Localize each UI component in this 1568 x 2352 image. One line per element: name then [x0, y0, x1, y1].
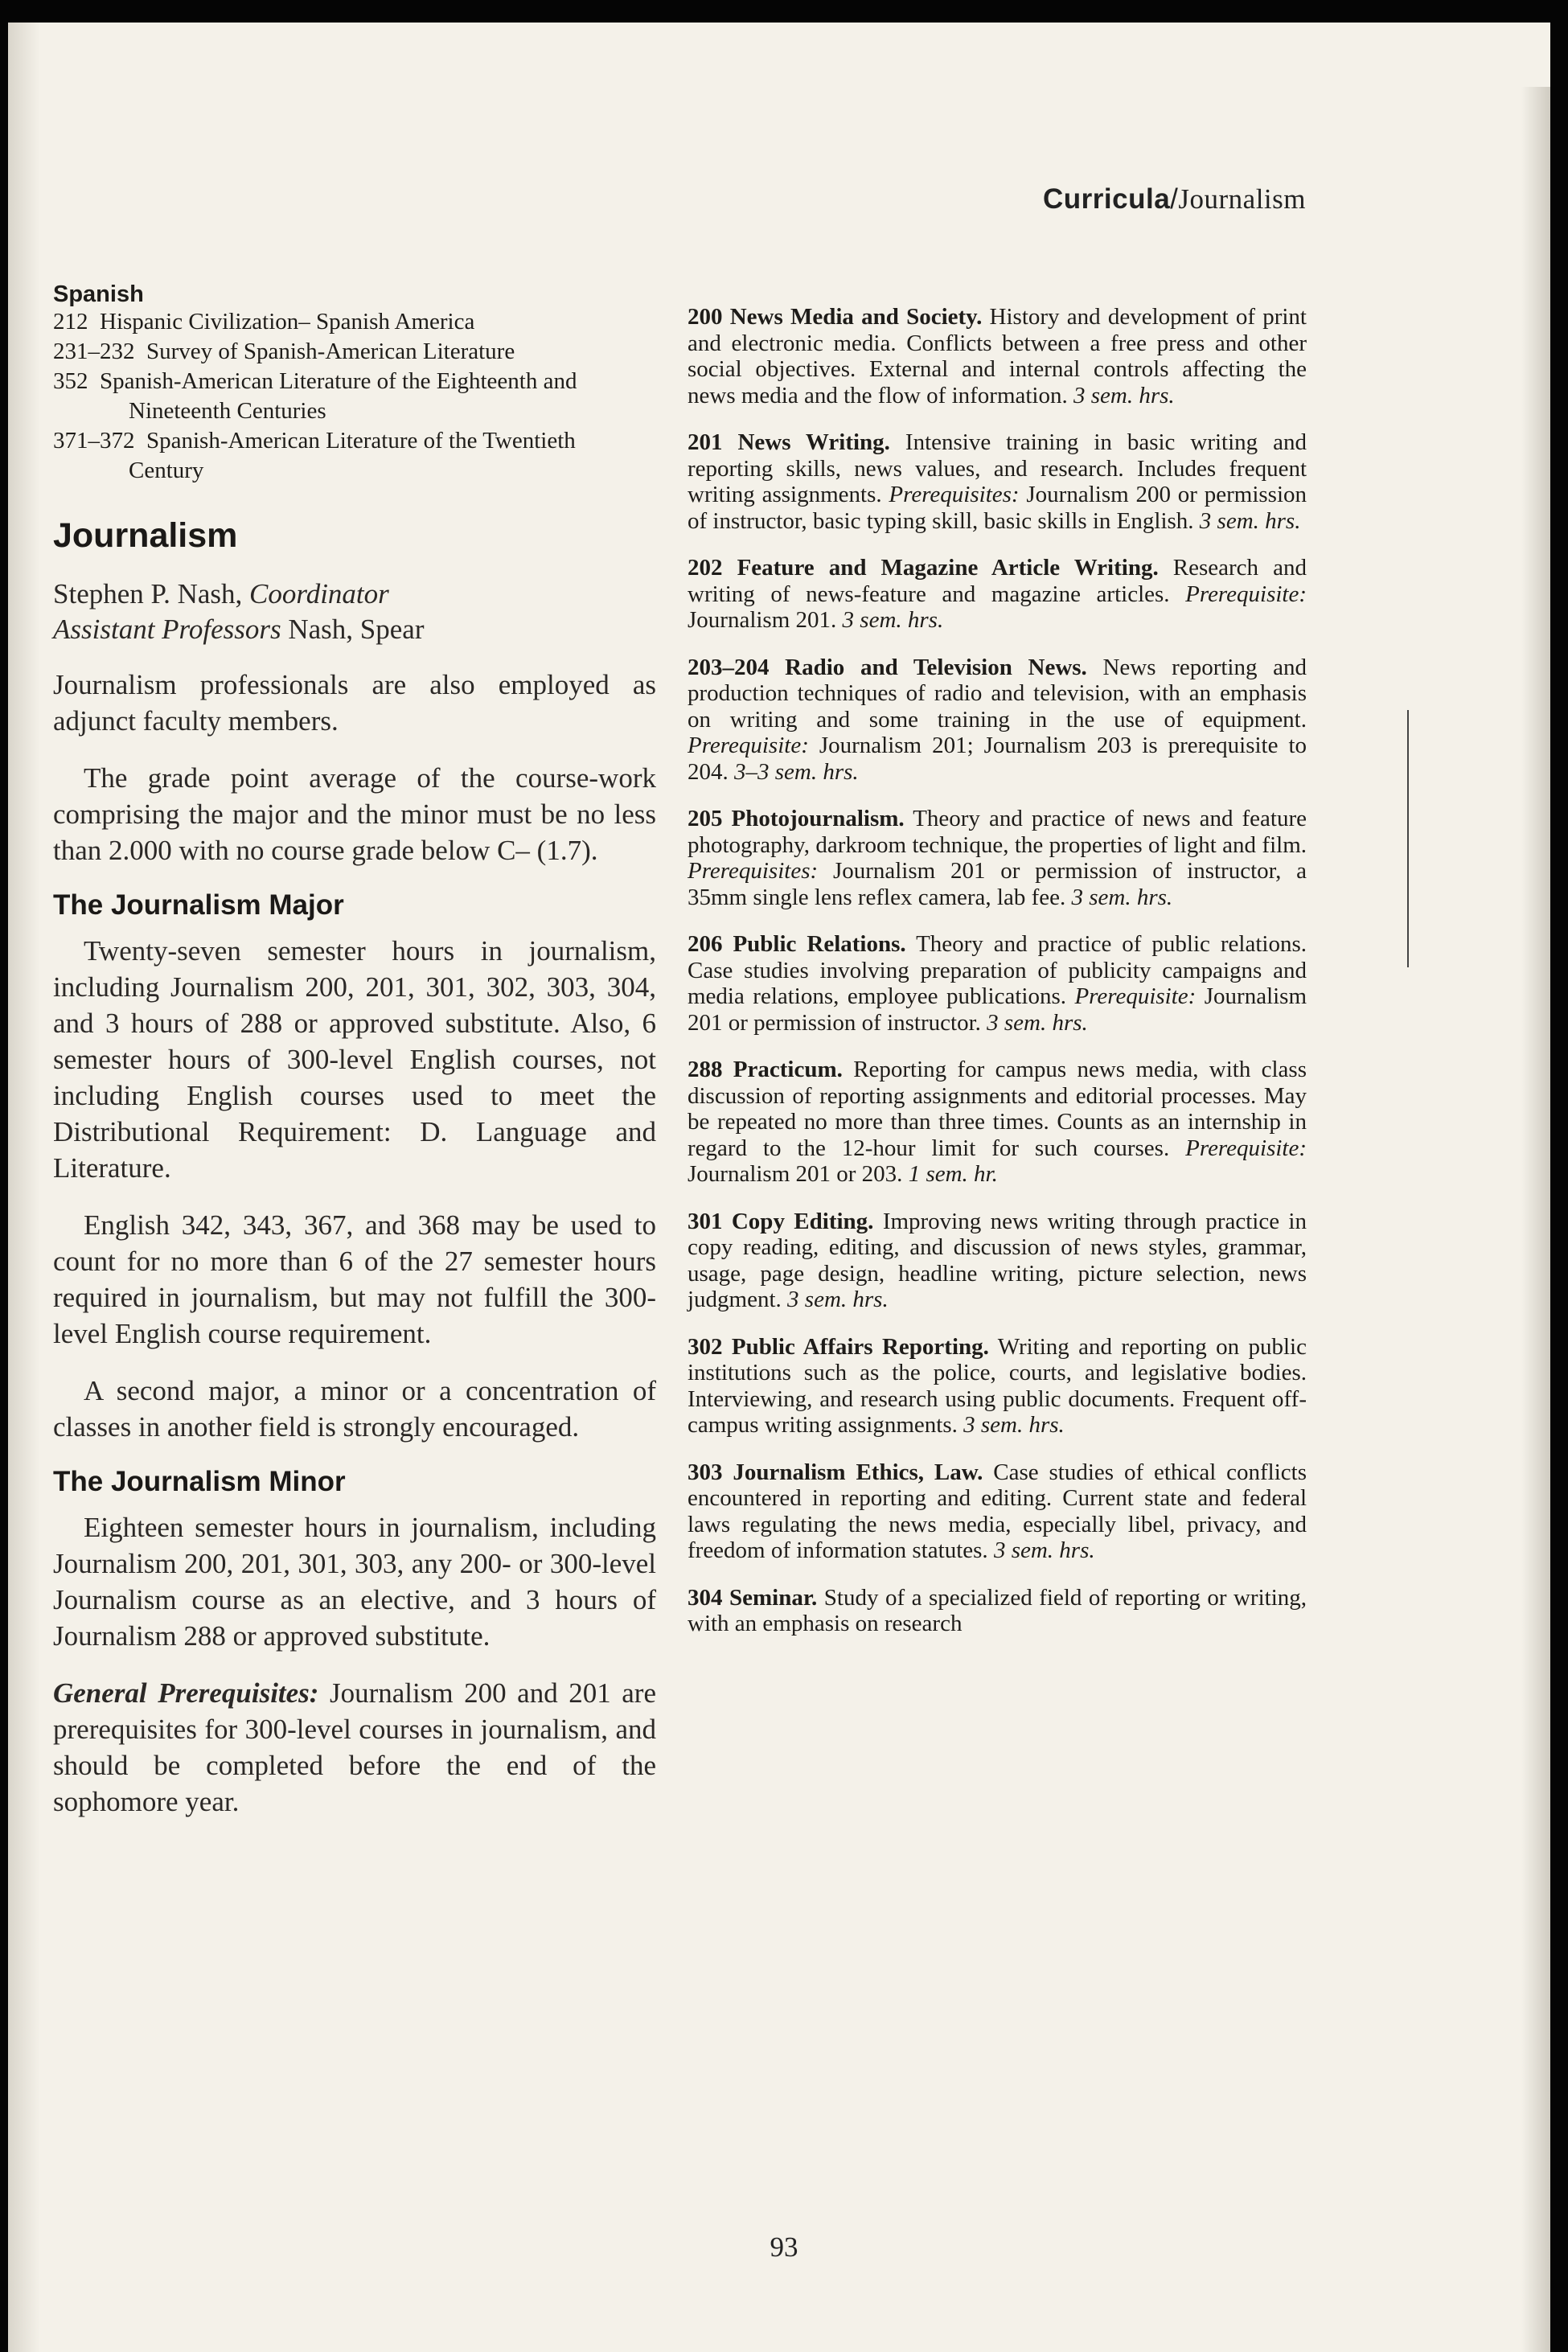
course-hours: 3 sem. hrs.	[993, 1537, 1095, 1563]
course-hours: 3 sem. hrs.	[987, 1009, 1088, 1036]
course-entry	[688, 1585, 1307, 1637]
course-title: 206 Public Relations.	[688, 931, 906, 957]
prerequisite-text: Journalism 201 or permission of instructor, a 35mm single lens reflex camera, lab fee.	[688, 858, 1307, 910]
course-description: Improving news writing through practice in copy reading, editing, and discussion of news styles, grammar, usage, page design, headline writing, picture selection, news judgment.	[688, 1208, 1307, 1312]
adjunct-note: Journalism professionals are also employed as adjunct faculty members.	[53, 669, 656, 737]
course-description: Theory and practice of news and feature photography, darkroom technique, the properties of light and film.	[688, 806, 1307, 858]
course-entry	[688, 304, 1307, 408]
prerequisite-label: Prerequisites:	[688, 858, 819, 884]
course-entry	[688, 655, 1307, 786]
prerequisite-text: Journalism 200 or permission of instructor, basic typing skill, basic skills in English.	[688, 482, 1307, 534]
prerequisite-label: Prerequisite:	[688, 733, 809, 758]
prerequisite-text: Journalism 201.	[688, 607, 837, 633]
professors-line	[53, 612, 656, 647]
coordinator-name: Stephen P. Nash,	[53, 578, 243, 610]
course-entry	[688, 429, 1307, 534]
course-title: 304 Seminar.	[688, 1584, 818, 1611]
course-title: 202 Feature and Magazine Article Writing.	[688, 555, 1159, 581]
general-prerequisites	[53, 1675, 656, 1820]
running-head-topic: Journalism	[1178, 183, 1306, 215]
course-description: Research and writing of news-feature and magazine articles.	[688, 555, 1307, 607]
course-description: Study of a specialized field of reporting or writing, with an emphasis on research	[688, 1584, 1307, 1636]
prerequisite-label: Prerequisite:	[1185, 581, 1307, 607]
course-description: News reporting and production techniques of radio and television, with an emphasis on writing and some training in the use of equipment.	[688, 654, 1307, 733]
spanish-list-item	[53, 367, 656, 426]
course-hours: 3 sem. hrs.	[963, 1412, 1065, 1438]
course-title: 201 News Writing.	[688, 429, 890, 455]
running-head	[957, 183, 1306, 215]
major-heading: The Journalism Major	[53, 889, 344, 921]
course-number: 371–372	[53, 428, 135, 454]
prerequisite-label: Prerequisite:	[1074, 983, 1197, 1009]
catalog-page	[8, 23, 1550, 2352]
major-paragraph: Twenty-seven semester hours in journalism, including Journalism 200, 201, 301, 302, 303, 304, and 3 hours of 288 or approved substitute. Also, 6 semester hours of 300-level English courses, not including English courses used to meet the Distributional Requirement: D. Language and Literature.	[53, 935, 656, 1184]
course-name: Survey of Spanish-American Literature	[146, 339, 515, 364]
course-hours: 1 sem. hr.	[908, 1161, 998, 1187]
course-entry	[688, 1209, 1307, 1313]
course-hours: 3 sem. hrs.	[1073, 382, 1175, 408]
spanish-list-item	[53, 307, 656, 337]
course-entry	[688, 806, 1307, 910]
course-number: 212	[53, 309, 88, 335]
running-head-separator: /	[1170, 183, 1179, 215]
course-name: Hispanic Civilization– Spanish America	[100, 309, 475, 335]
course-hours: 3–3 sem. hrs.	[734, 758, 859, 785]
margin-rule	[1407, 710, 1409, 967]
course-hours: 3 sem. hrs.	[842, 607, 944, 633]
course-hours: 3 sem. hrs.	[1199, 507, 1301, 534]
course-title: 302 Public Affairs Reporting.	[688, 1333, 989, 1360]
prerequisite-text: Journalism 201; Journalism 203 is prerequisite to 204.	[688, 733, 1307, 785]
spanish-list-item	[53, 337, 656, 367]
course-title: 203–204 Radio and Television News.	[688, 654, 1087, 680]
prerequisite-label: Prerequisites:	[889, 482, 1020, 507]
course-title: 200 News Media and Society.	[688, 304, 983, 330]
course-hours: 3 sem. hrs.	[787, 1287, 889, 1312]
course-entry	[688, 1334, 1307, 1439]
course-description: Theory and practice of public relations. Case studies involving preparation of publicity campaigns and media relations, employee publications.	[688, 931, 1307, 1009]
minor-heading: The Journalism Minor	[53, 1466, 346, 1497]
coordinator-role: Coordinator	[249, 578, 389, 610]
course-hours: 3 sem. hrs.	[1071, 884, 1173, 910]
course-title: 205 Photojournalism.	[688, 806, 905, 831]
course-title: 288 Practicum.	[688, 1057, 843, 1082]
course-description: Case studies of ethical conflicts encountered in reporting and editing. Current state and federal laws regulating the news media, especially libel, privacy, and freedom of information statutes.	[688, 1459, 1307, 1563]
prerequisites-label: General Prerequisites:	[53, 1677, 319, 1709]
second-major-paragraph: A second major, a minor or a concentration of classes in another field is strongly encouraged.	[53, 1375, 656, 1443]
left-column	[53, 281, 656, 1820]
course-name: Spanish-American Literature of the Twentieth Century	[129, 428, 576, 483]
course-entry	[688, 931, 1307, 1036]
prerequisite-label: Prerequisite:	[1185, 1135, 1307, 1161]
course-description: Intensive training in basic writing and reporting skills, news values, and research. Includes frequent writing assignments.	[688, 429, 1307, 507]
course-title: 303 Journalism Ethics, Law.	[688, 1459, 983, 1485]
gpa-paragraph: The grade point average of the course-work comprising the major and the minor must be no less than 2.000 with no course grade below C– (1.7).	[53, 762, 656, 866]
course-name: Spanish-American Literature of the Eighteenth and Nineteenth Centuries	[100, 368, 577, 424]
course-entry	[688, 1057, 1307, 1188]
professors-names: Nash, Spear	[288, 614, 425, 645]
prerequisite-text: Journalism 201 or permission of instructor.	[688, 983, 1307, 1036]
spanish-list-title: Spanish	[53, 281, 144, 307]
minor-paragraph: Eighteen semester hours in journalism, including Journalism 200, 201, 301, 303, any 200- or 300-level Journalism course as an elective, and 3 hours of Journalism 288 or approved substitute.	[53, 1512, 656, 1652]
course-description: Writing and reporting on public institutions such as the police, courts, and legislative bodies. Interviewing, and research using public documents. Frequent off-campus writing assignments.	[688, 1333, 1307, 1438]
prerequisites-text: Journalism 200 and 201 are prerequisites for 300-level courses in journalism, and should be completed before the end of the sophomore year.	[53, 1677, 656, 1817]
prerequisite-text: Journalism 201 or 203.	[688, 1161, 903, 1187]
page-number: 93	[770, 2231, 798, 2263]
coordinator-line	[53, 577, 656, 612]
course-entry	[688, 1459, 1307, 1564]
course-number: 231–232	[53, 339, 135, 364]
course-number: 352	[53, 368, 88, 394]
course-description: History and development of print and electronic media. Conflicts between a free press and other social objectives. External and internal controls affecting the news media and the flow of information.	[688, 304, 1307, 408]
department-title: Journalism	[53, 516, 238, 555]
course-title: 301 Copy Editing.	[688, 1208, 874, 1234]
course-entry	[688, 555, 1307, 634]
course-description: Reporting for campus news media, with class discussion of reporting assignments and editorial processes. May be repeated no more than three times. Counts as an internship in regard to the 12-hour limit for such courses.	[688, 1057, 1307, 1161]
major-english-paragraph: English 342, 343, 367, and 368 may be used to count for no more than 6 of the 27 semester hours required in journalism, but may not fulfill the 300-level English course requirement.	[53, 1209, 656, 1349]
running-head-section: Curricula	[1043, 183, 1171, 215]
professors-role: Assistant Professors	[53, 614, 281, 645]
spanish-course-list	[53, 307, 656, 486]
spanish-list-item	[53, 426, 656, 486]
right-column	[688, 304, 1307, 1637]
